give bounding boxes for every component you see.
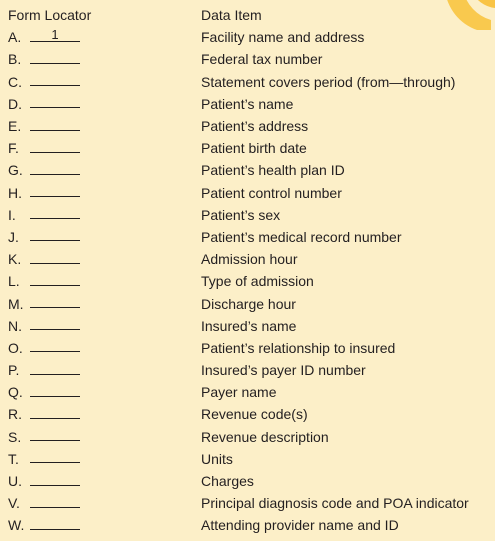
row-letter: T.: [8, 450, 19, 467]
list-item: [8, 137, 495, 159]
list-item: [8, 403, 495, 425]
item-list: [8, 26, 495, 536]
row-letter: I.: [8, 206, 16, 223]
form-locator-cell: [8, 517, 201, 534]
list-item: [8, 71, 495, 93]
row-letter: U.: [8, 473, 22, 490]
form-locator-cell: [8, 228, 201, 245]
row-letter: L.: [8, 273, 20, 290]
list-item: [8, 93, 495, 115]
form-locator-cell: [8, 495, 201, 512]
row-letter: C.: [8, 73, 22, 90]
list-item: [8, 426, 495, 448]
answer-blank[interactable]: [30, 269, 80, 286]
list-item: [8, 292, 495, 314]
answer-blank[interactable]: [30, 335, 80, 352]
form-locator-cell: [8, 317, 201, 334]
data-item-text: Payer name: [201, 384, 277, 401]
row-letter: F.: [8, 140, 19, 157]
data-item-header: Data Item: [201, 7, 262, 24]
form-locator-cell: [8, 51, 201, 68]
data-item-text: Attending provider name and ID: [201, 517, 399, 534]
answer-blank[interactable]: [30, 380, 80, 397]
form-locator-cell: [8, 118, 201, 135]
answer-blank[interactable]: [30, 402, 80, 419]
row-letter: W.: [8, 517, 25, 534]
answer-blank[interactable]: [30, 202, 80, 219]
row-letter: P.: [8, 362, 20, 379]
answer-blank[interactable]: 1: [30, 25, 80, 42]
data-item-text: Facility name and address: [201, 29, 365, 46]
form-locator-header: Form Locator: [8, 7, 92, 24]
matching-exercise: [8, 4, 495, 537]
list-item: [8, 448, 495, 470]
form-locator-cell: [8, 339, 201, 356]
answer-blank[interactable]: [30, 69, 80, 86]
list-item: [8, 381, 495, 403]
data-item-text: Insured’s payer ID number: [201, 362, 366, 379]
answer-blank[interactable]: [30, 136, 80, 153]
form-locator-cell: [8, 295, 201, 312]
data-item-text: Insured’s name: [201, 317, 297, 334]
row-letter: N.: [8, 317, 22, 334]
list-item: [8, 159, 495, 181]
column-header-row: [8, 4, 495, 26]
row-letter: J.: [8, 228, 19, 245]
form-locator-cell: [8, 73, 201, 90]
answer-blank[interactable]: [30, 180, 80, 197]
data-item-text: Patient’s address: [201, 118, 309, 135]
form-locator-cell: [8, 473, 201, 490]
form-locator-cell: [8, 362, 201, 379]
data-item-text: Principal diagnosis code and POA indicator: [201, 495, 469, 512]
data-item-text: Patient’s medical record number: [201, 228, 402, 245]
answer-blank[interactable]: [30, 47, 80, 64]
list-item: [8, 226, 495, 248]
answer-blank[interactable]: [30, 491, 80, 508]
data-item-text: Discharge hour: [201, 295, 296, 312]
row-letter: B.: [8, 51, 22, 68]
data-item-text: Patient’s health plan ID: [201, 162, 345, 179]
form-locator-cell: [8, 162, 201, 179]
row-letter: G.: [8, 162, 23, 179]
list-item: [8, 248, 495, 270]
data-item-text: Patient’s name: [201, 95, 294, 112]
answer-blank[interactable]: [30, 247, 80, 264]
answer-blank[interactable]: [30, 358, 80, 375]
answer-blank[interactable]: [30, 91, 80, 108]
list-item: [8, 182, 495, 204]
data-item-text: Admission hour: [201, 251, 298, 268]
list-item: [8, 48, 495, 70]
form-locator-cell: [8, 95, 201, 112]
answer-blank[interactable]: [30, 291, 80, 308]
data-item-text: Charges: [201, 473, 254, 490]
answer-blank[interactable]: [30, 424, 80, 441]
form-locator-cell: [8, 251, 201, 268]
row-letter: O.: [8, 339, 23, 356]
data-item-text: Patient birth date: [201, 140, 307, 157]
list-item: [8, 514, 495, 536]
form-locator-cell: [8, 184, 201, 201]
answer-blank[interactable]: [30, 114, 80, 131]
form-locator-cell: [8, 26, 201, 46]
data-item-text: Type of admission: [201, 273, 314, 290]
row-letter: H.: [8, 184, 22, 201]
data-item-text: Patient control number: [201, 184, 342, 201]
list-item: [8, 26, 495, 48]
answer-blank[interactable]: [30, 224, 80, 241]
row-letter: D.: [8, 95, 22, 112]
form-locator-cell: [8, 428, 201, 445]
data-item-text: Statement covers period (from—through): [201, 73, 456, 90]
row-letter: Q.: [8, 384, 23, 401]
data-item-text: Units: [201, 450, 233, 467]
row-letter: K.: [8, 251, 22, 268]
answer-blank[interactable]: [30, 313, 80, 330]
list-item: [8, 115, 495, 137]
form-locator-cell: [8, 406, 201, 423]
row-letter: S.: [8, 428, 22, 445]
list-item: [8, 204, 495, 226]
row-letter: V.: [8, 495, 20, 512]
row-letter: E.: [8, 118, 22, 135]
data-item-text: Patient’s relationship to insured: [201, 339, 396, 356]
answer-blank[interactable]: [30, 446, 80, 463]
form-locator-cell: [8, 273, 201, 290]
form-locator-cell: [8, 140, 201, 157]
answer-blank[interactable]: [30, 158, 80, 175]
list-item: [8, 359, 495, 381]
form-locator-cell: [8, 384, 201, 401]
form-locator-cell: [8, 450, 201, 467]
data-item-text: Revenue code(s): [201, 406, 308, 423]
data-item-text: Patient’s sex: [201, 206, 281, 223]
answer-blank[interactable]: [30, 469, 80, 486]
row-letter: M.: [8, 295, 24, 312]
list-item: [8, 270, 495, 292]
data-item-text: Federal tax number: [201, 51, 323, 68]
answer-blank[interactable]: [30, 513, 80, 530]
data-item-text: Revenue description: [201, 428, 329, 445]
list-item: [8, 492, 495, 514]
list-item: [8, 470, 495, 492]
list-item: [8, 315, 495, 337]
list-item: [8, 337, 495, 359]
row-letter: R.: [8, 406, 22, 423]
row-letter: A.: [8, 29, 22, 46]
form-locator-cell: [8, 206, 201, 223]
